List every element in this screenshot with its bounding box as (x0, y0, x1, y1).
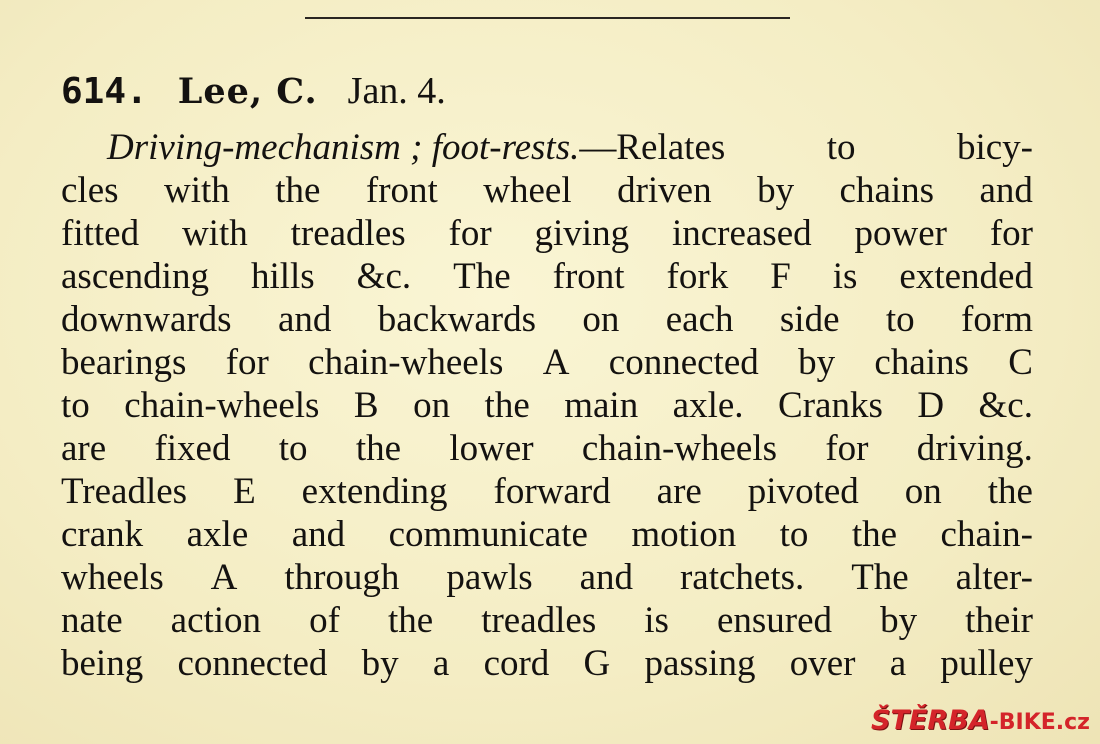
body-word: and (277, 299, 332, 340)
body-word: B (353, 385, 379, 426)
body-word: lower (449, 428, 534, 469)
watermark-domain: -BIKE.cz (989, 710, 1090, 735)
body-word: on (904, 471, 942, 512)
body-word: power (854, 213, 947, 254)
body-word: &c. (978, 385, 1033, 426)
body-word: to (61, 385, 90, 426)
body-word: axle (186, 514, 249, 555)
body-word: chain-wheels (308, 342, 504, 383)
body-line (61, 384, 1033, 427)
body-word: for (989, 213, 1033, 254)
body-word: —Relates (579, 127, 726, 168)
body-word: by (798, 342, 836, 383)
body-line (61, 341, 1033, 384)
watermark-brand: ŠTĚRBA (871, 705, 990, 736)
body-word: &c. (356, 256, 412, 297)
body-word: communicate (388, 514, 588, 555)
body-word: extending (301, 471, 448, 512)
body-line (61, 599, 1033, 642)
body-word: treadles (481, 600, 597, 641)
body-line-first (61, 126, 1033, 169)
body-word: C (1008, 342, 1033, 383)
body-word: driven (617, 170, 712, 211)
body-word: and (979, 170, 1033, 211)
body-word: by (880, 600, 918, 641)
body-word: their (965, 600, 1033, 641)
body-word: passing (644, 643, 756, 684)
body-word: the (484, 385, 530, 426)
body-word: front (365, 170, 438, 211)
entry-heading (61, 66, 446, 116)
body-word: by (757, 170, 795, 211)
body-word: for (225, 342, 269, 383)
body-line (61, 470, 1033, 513)
body-word: extended (899, 256, 1033, 297)
body-word: through (284, 557, 400, 598)
body-word: ensured (716, 600, 833, 641)
body-word: a (889, 643, 907, 684)
body-word: each (665, 299, 734, 340)
body-word: the (387, 600, 434, 641)
body-word: to (885, 299, 915, 340)
body-line (61, 642, 1033, 685)
body-word: form (961, 299, 1033, 340)
body-word: ratchets. (679, 557, 805, 598)
site-watermark (871, 704, 1090, 738)
body-word: forward (493, 471, 611, 512)
body-word: is (832, 256, 858, 297)
body-word: being (61, 643, 144, 684)
body-word: Treadles (61, 471, 188, 512)
body-word: the (851, 514, 898, 555)
body-word: to (278, 428, 308, 469)
body-word: pulley (940, 643, 1033, 684)
body-word: of (309, 600, 340, 641)
body-word: fitted (61, 213, 140, 254)
body-word: connected (177, 643, 328, 684)
body-word: E (233, 471, 256, 512)
body-line (61, 255, 1033, 298)
body-word: with (163, 170, 230, 211)
body-word: pawls (446, 557, 533, 598)
body-word: alter- (955, 557, 1033, 598)
body-word: bearings (61, 342, 187, 383)
body-word: fixed (154, 428, 231, 469)
body-word: chains (839, 170, 935, 211)
body-word: on (582, 299, 620, 340)
body-word: on (413, 385, 451, 426)
body-line (61, 298, 1033, 341)
body-word: a (432, 643, 450, 684)
body-word: bicy- (956, 127, 1033, 168)
body-word: giving (534, 213, 630, 254)
entry-body (61, 126, 1033, 685)
body-word: the (275, 170, 321, 211)
body-word: are (61, 428, 107, 469)
body-word: downwards (61, 299, 232, 340)
body-word: ascending (61, 256, 209, 297)
body-line (61, 169, 1033, 212)
body-word: are (656, 471, 702, 512)
body-word: crank (61, 514, 144, 555)
body-word: nate (61, 600, 123, 641)
body-word: the (987, 471, 1033, 512)
body-word: wheels (61, 557, 164, 598)
body-word: cles (61, 170, 119, 211)
body-word: for (825, 428, 869, 469)
body-word: The (851, 557, 909, 598)
body-word: connected (608, 342, 759, 383)
body-word: F (770, 256, 791, 297)
body-word: front (552, 256, 625, 297)
body-line (61, 427, 1033, 470)
body-word: side (779, 299, 840, 340)
body-word: D (917, 385, 945, 426)
body-word: with (181, 213, 248, 254)
body-word: and (291, 514, 346, 555)
entry-number: 614. (61, 71, 148, 112)
body-line (61, 212, 1033, 255)
body-word: the (355, 428, 402, 469)
body-word: hills (250, 256, 315, 297)
body-word: wheel (483, 170, 572, 211)
entry-date: Jan. 4. (347, 70, 446, 112)
body-word: fork (666, 256, 729, 297)
body-word: chain-wheels (124, 385, 320, 426)
body-word: over (789, 643, 856, 684)
body-word: is (644, 600, 669, 641)
body-word: A (210, 557, 238, 598)
body-word: action (170, 600, 262, 641)
body-word: axle. (672, 385, 744, 426)
body-word: Cranks (778, 385, 883, 426)
body-word: chain-wheels (581, 428, 778, 469)
top-divider-rule (305, 17, 790, 19)
body-word: to (826, 127, 856, 168)
body-word: cord (483, 643, 550, 684)
entry-name: Lee, C. (177, 71, 318, 112)
subject-italic: Driving-mechanism ; foot-rests. (107, 127, 580, 168)
body-word: treadles (290, 213, 406, 254)
body-word: increased (671, 213, 812, 254)
body-word: pivoted (747, 471, 859, 512)
body-word: backwards (377, 299, 536, 340)
body-line (61, 513, 1033, 556)
body-word: chains (874, 342, 969, 383)
body-word: The (453, 256, 511, 297)
body-word: G (583, 643, 611, 684)
body-word: to (779, 514, 809, 555)
body-word: chain- (940, 514, 1033, 555)
body-word: motion (631, 514, 737, 555)
body-word: for (448, 213, 492, 254)
body-word: by (361, 643, 399, 684)
body-word: and (579, 557, 634, 598)
body-word: A (542, 342, 570, 383)
body-line (61, 556, 1033, 599)
body-lines (61, 169, 1033, 685)
body-word: driving. (916, 428, 1033, 469)
body-word: main (564, 385, 639, 426)
